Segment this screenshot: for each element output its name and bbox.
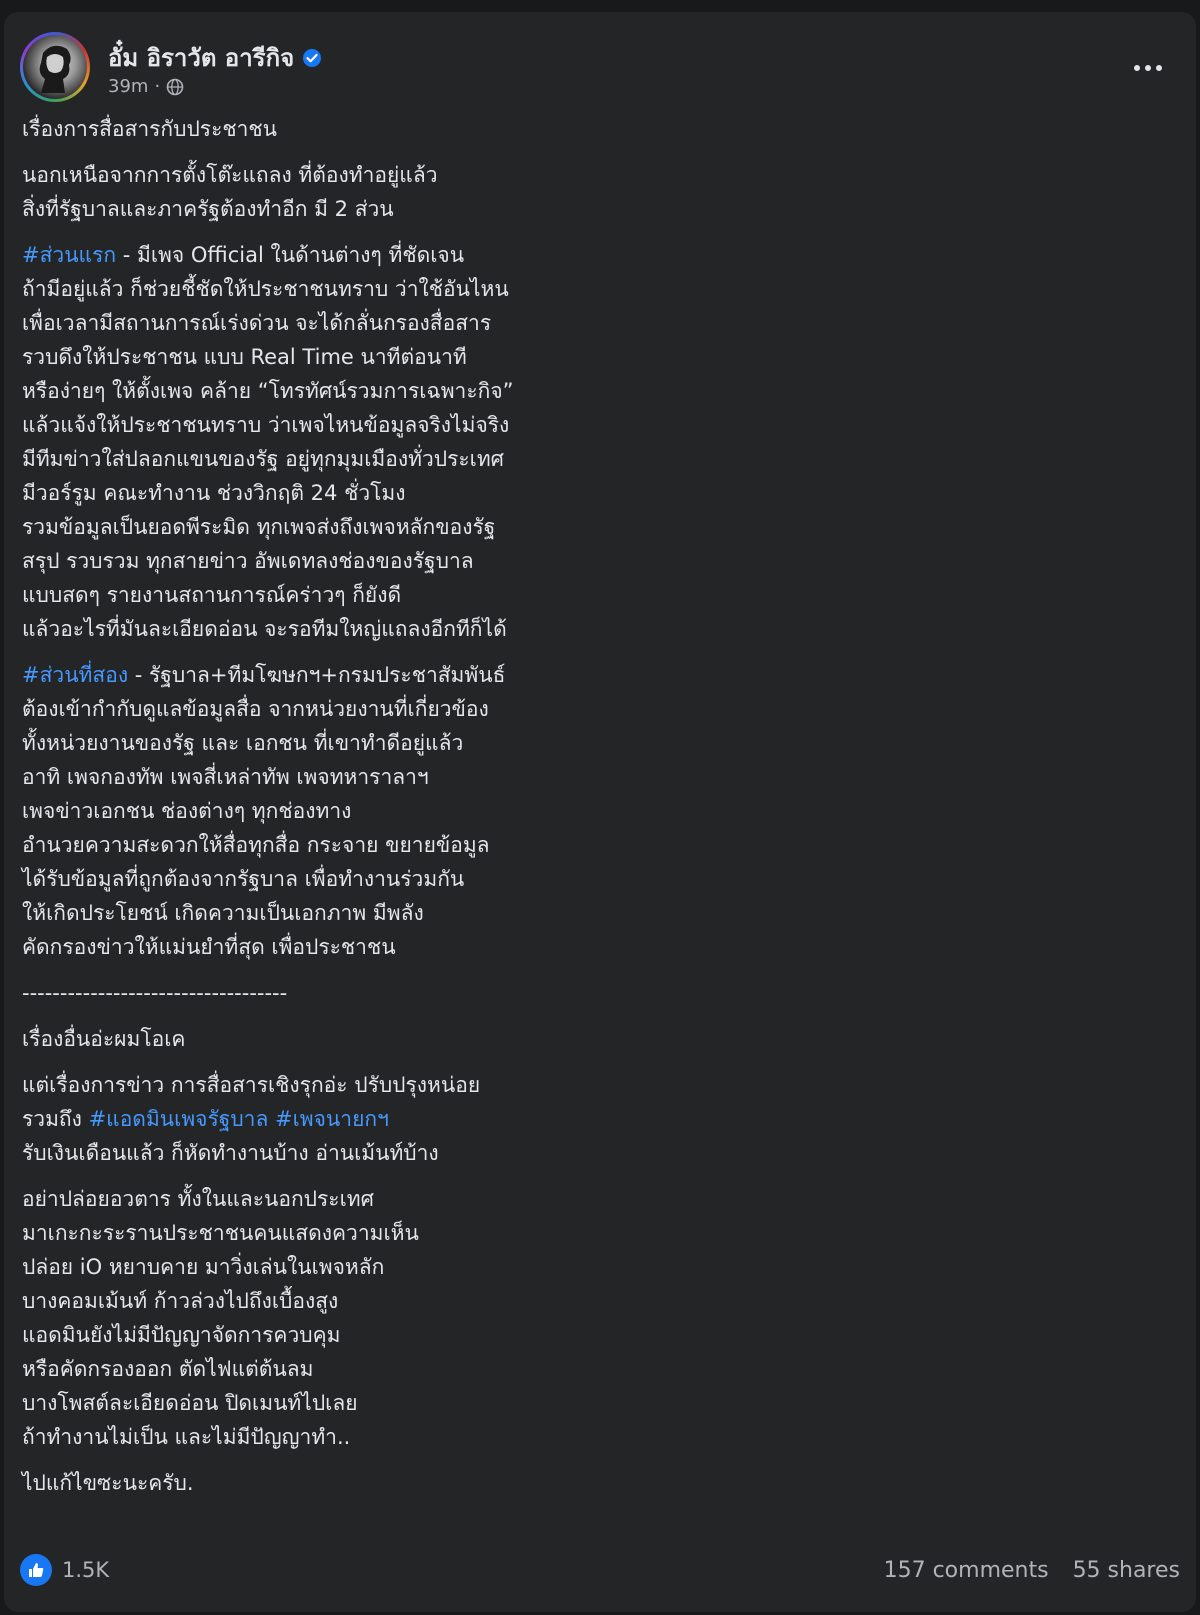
like-reaction-icon[interactable] <box>20 1554 52 1586</box>
hashtag-link[interactable]: #เพจนายกฯ <box>275 1107 389 1131</box>
post-text: ทั้งหน่วยงานของรัฐ และ เอกชน ที่เขาทำดีอยู่แล้ว <box>22 731 464 755</box>
post-text: แต่เรื่องการข่าว การสื่อสารเชิงรุกอ่ะ ปรับปรุงหน่อย <box>22 1073 481 1097</box>
post-text-line <box>22 794 1178 828</box>
post-text-line <box>22 192 1178 226</box>
post-text-line <box>22 306 1178 340</box>
more-options-button[interactable] <box>1126 50 1170 86</box>
post-paragraph <box>22 658 1178 964</box>
post-paragraph <box>22 1068 1178 1170</box>
globe-icon[interactable] <box>166 78 184 96</box>
post-text-line <box>22 1022 1178 1056</box>
post-text-line <box>22 158 1178 192</box>
post-paragraph <box>22 112 1178 146</box>
post-text: รวมถึง <box>22 1107 89 1131</box>
post-paragraph <box>22 1466 1178 1500</box>
post-text-line <box>22 1216 1178 1250</box>
post-text: สรุป รวบรวม ทุกสายข่าว อัพเดทลงช่องของรัฐบาล <box>22 549 474 573</box>
post-text-line <box>22 442 1178 476</box>
post-text: - มีเพจ Official ในด้านต่างๆ ที่ชัดเจน <box>116 243 465 267</box>
post-text-line <box>22 112 1178 146</box>
post-card <box>4 12 1196 1612</box>
post-text: บางโพสต์ละเอียดอ่อน ปิดเมนท์ไปเลย <box>22 1391 358 1415</box>
post-text: มีวอร์รูม คณะทำงาน ช่วงวิกฤติ 24 ชั่วโมง <box>22 481 406 505</box>
verified-badge-icon <box>302 48 322 68</box>
post-text-line <box>22 510 1178 544</box>
more-dot-icon <box>1156 65 1162 71</box>
post-text-line <box>22 828 1178 862</box>
post-text <box>268 1107 275 1131</box>
post-text-line <box>22 976 1178 1010</box>
post-text: บางคอมเม้นท์ ก้าวล่วงไปถึงเบื้องสูง <box>22 1289 339 1313</box>
post-text-line <box>22 1182 1178 1216</box>
post-text-line <box>22 658 1178 692</box>
meta-separator: · <box>154 76 161 97</box>
post-text: - รัฐบาล+ทีมโฆษกฯ+กรมประชาสัมพันธ์ <box>128 663 506 687</box>
post-text-line <box>22 726 1178 760</box>
post-text-line <box>22 1352 1178 1386</box>
post-paragraph <box>22 976 1178 1010</box>
post-paragraph <box>22 238 1178 646</box>
post-text: แล้วแจ้งให้ประชาชนทราบ ว่าเพจไหนข้อมูลจริงไม่จริง <box>22 413 510 437</box>
post-paragraph <box>22 1182 1178 1454</box>
post-text: ถ้ามีอยู่แล้ว ก็ช่วยชี้ชัดให้ประชาชนทราบ ว่าใช้อันไหน <box>22 277 509 301</box>
hashtag-link[interactable]: #ส่วนแรก <box>22 243 117 267</box>
post-text: แบบสดๆ รายงานสถานการณ์คร่าวๆ ก็ยังดี <box>22 583 402 607</box>
post-text: ได้รับข้อมูลที่ถูกต้องจากรัฐบาล เพื่อทำงานร่วมกัน <box>22 867 465 891</box>
post-text: แอดมินยังไม่มีปัญญาจัดการควบคุม <box>22 1323 341 1347</box>
post-text-line <box>22 1318 1178 1352</box>
reaction-count[interactable]: 1.5K <box>62 1558 110 1582</box>
post-paragraph <box>22 1022 1178 1056</box>
post-footer <box>20 1550 1180 1590</box>
post-text: รับเงินเดือนแล้ว ก็หัดทำงานบ้าง อ่านเม้นท์บ้าง <box>22 1141 439 1165</box>
post-text-line <box>22 1386 1178 1420</box>
post-text: ให้เกิดประโยชน์ เกิดความเป็นเอกภาพ มีพลัง <box>22 901 424 925</box>
post-text-line <box>22 896 1178 930</box>
post-text: คัดกรองข่าวให้แม่นยำที่สุด เพื่อประชาชน <box>22 935 396 959</box>
author-name[interactable]: อั๋ม อิราวัต อารีกิจ <box>108 44 295 72</box>
post-text: เรื่องอื่นอ่ะผมโอเค <box>22 1027 186 1051</box>
post-text-line <box>22 930 1178 964</box>
post-text: อาทิ เพจกองทัพ เพจสี่เหล่าทัพ เพจทหาราลาฯ <box>22 765 429 789</box>
like-thumb-icon <box>27 1561 45 1579</box>
post-text: นอกเหนือจากการตั้งโต๊ะแถลง ที่ต้องทำอยู่แล้ว <box>22 163 438 187</box>
shares-count[interactable]: 55 shares <box>1072 1557 1180 1583</box>
post-text-line <box>22 760 1178 794</box>
post-text-line <box>22 374 1178 408</box>
more-dot-icon <box>1134 65 1140 71</box>
post-text-line <box>22 1136 1178 1170</box>
post-text-line <box>22 476 1178 510</box>
post-text-line <box>22 862 1178 896</box>
post-time[interactable]: 39m <box>108 76 149 97</box>
post-text-line <box>22 612 1178 646</box>
post-paragraph <box>22 158 1178 226</box>
post-meta <box>108 76 184 97</box>
post-text: ไปแก้ไขซะนะครับ. <box>22 1471 194 1495</box>
post-text: เพื่อเวลามีสถานการณ์เร่งด่วน จะได้กลั่นกรองสื่อสาร <box>22 311 492 335</box>
post-text-line <box>22 544 1178 578</box>
avatar-silhouette-icon <box>23 35 87 99</box>
post-text-line <box>22 408 1178 442</box>
post-text: อย่าปล่อยอวตาร ทั้งในและนอกประเทศ <box>22 1187 374 1211</box>
post-text: ปล่อย iO หยาบคาย มาวิ่งเล่นในเพจหลัก <box>22 1255 385 1279</box>
post-text: สิ่งที่รัฐบาลและภาครัฐต้องทำอีก มี 2 ส่วน <box>22 197 394 221</box>
post-text-line <box>22 1068 1178 1102</box>
post-text: หรือคัดกรองออก ตัดไฟแต่ต้นลม <box>22 1357 314 1381</box>
author-name-row <box>108 38 322 77</box>
post-text-line <box>22 272 1178 306</box>
post-text-line <box>22 1466 1178 1500</box>
post-text: เรื่องการสื่อสารกับประชาชน <box>22 117 278 141</box>
post-text-line <box>22 1102 1178 1136</box>
hashtag-link[interactable]: #แอดมินเพจรัฐบาล <box>88 1107 269 1131</box>
post-text: อำนวยความสะดวกให้สื่อทุกสื่อ กระจาย ขยายข้อมูล <box>22 833 490 857</box>
post-text-line <box>22 578 1178 612</box>
post-text-line <box>22 1420 1178 1454</box>
post-text: รวมข้อมูลเป็นยอดพีระมิด ทุกเพจส่งถึงเพจหลักของรัฐ <box>22 515 496 539</box>
post-text: เพจข่าวเอกชน ช่องต่างๆ ทุกช่องทาง <box>22 799 352 823</box>
post-text: ต้องเข้ากำกับดูแลข้อมูลสื่อ จากหน่วยงานที่เกี่ยวข้อง <box>22 697 489 721</box>
post-body <box>22 112 1178 1512</box>
post-header <box>20 32 1180 104</box>
post-text-line <box>22 1284 1178 1318</box>
post-text-line <box>22 238 1178 272</box>
comments-count[interactable]: 157 comments <box>883 1557 1049 1583</box>
post-text-line <box>22 340 1178 374</box>
post-text: หรือง่ายๆ ให้ตั้งเพจ คล้าย “โทรทัศน์รวมการเฉพาะกิจ” <box>22 379 514 403</box>
more-dot-icon <box>1145 65 1151 71</box>
hashtag-link[interactable]: #ส่วนที่สอง <box>22 663 129 687</box>
post-text: มาเกะกะระรานประชาชนคนแสดงความเห็น <box>22 1221 419 1245</box>
avatar-photo <box>23 35 87 99</box>
post-stats <box>884 1558 1180 1583</box>
post-text: แล้วอะไรที่มันละเอียดอ่อน จะรอทีมใหญ่แถลงอีกทีก็ได้ <box>22 617 507 641</box>
post-text: รวบดึงให้ประชาชน แบบ Real Time นาทีต่อนาที <box>22 345 467 369</box>
post-text-line <box>22 692 1178 726</box>
post-text: ถ้าทำงานไม่เป็น และไม่มีปัญญาทำ.. <box>22 1425 351 1449</box>
post-text: ----------------------------------- <box>22 981 288 1005</box>
avatar[interactable] <box>20 32 90 102</box>
post-text: มีทีมข่าวใส่ปลอกแขนของรัฐ อยู่ทุกมุมเมืองทั่วประเทศ <box>22 447 504 471</box>
post-text-line <box>22 1250 1178 1284</box>
